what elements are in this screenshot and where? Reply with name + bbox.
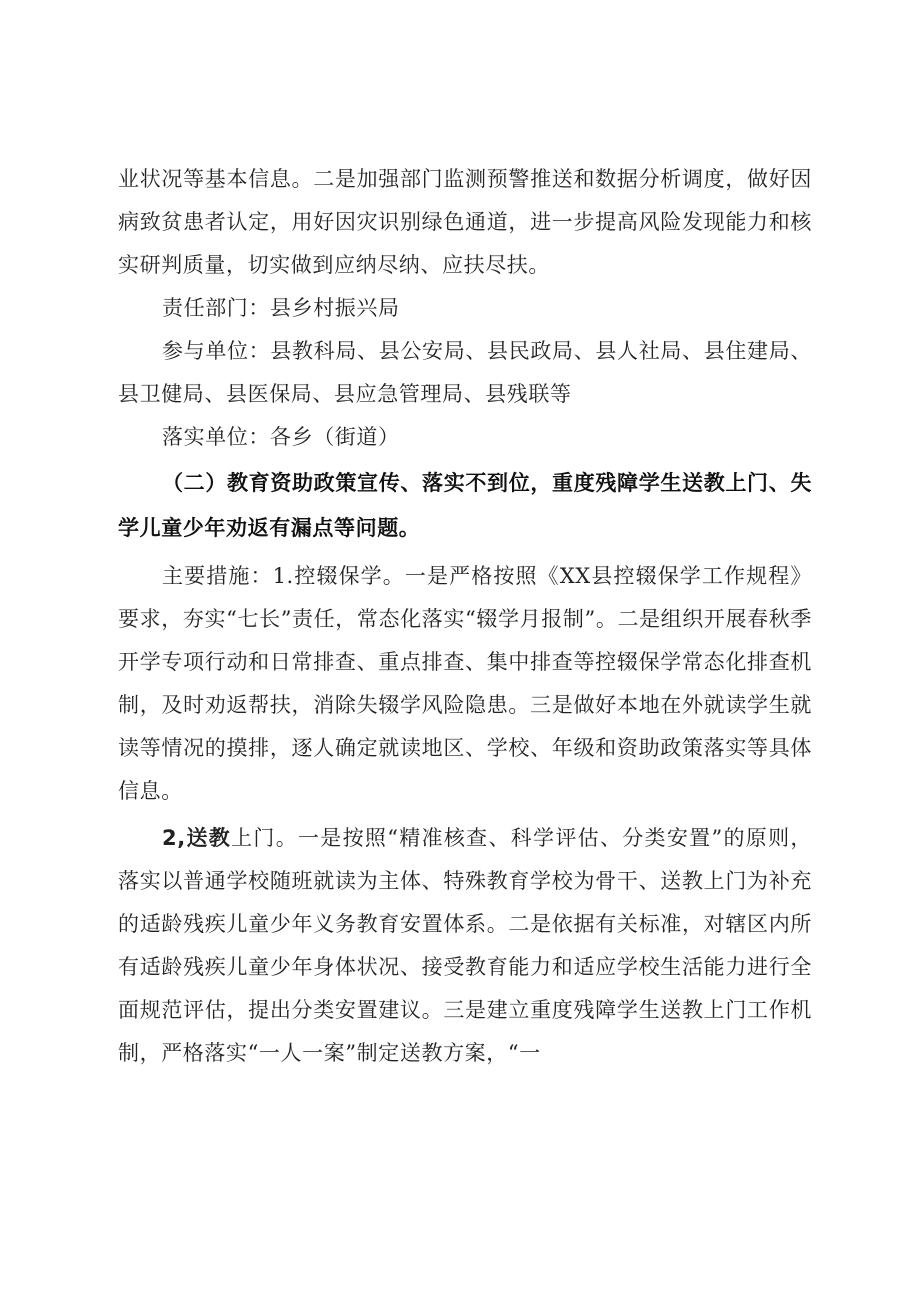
paragraph-continuation: 业状况等基本信息。二是加强部门监测预警推送和数据分析调度，做好因病致贫患者认定，用好因灾识别绿色通道，进一步提高风险发现能力和核实研判质量，切实做到应纳尽纳、应扶尽扶。	[118, 167, 812, 277]
document-page	[118, 158, 812, 1075]
main-measures-paragraph: 主要措施：1.控辍保学。一是严格按照《XX县控辍保学工作规程》要求，夯实“七长”责任，常态化落实“辍学月报制”。二是组织开展春秋季开学专项行动和日常排查、重点排查、集中排查等控辍保学常态化排查机制，及时劝返帮扶，消除失辍学风险隐患。三是做好本地在外就读学生就读等情况的摸排，逐人确定就读地区、学校、年级和资助政策落实等具体信息。	[118, 564, 812, 803]
section-heading: （二）教育资助政策宣传、落实不到位，重度残障学生送教上门、失学儿童少年劝返有漏点等问题。	[118, 471, 812, 540]
item-2-lead: 2,送教	[162, 826, 232, 850]
item-2-paragraph	[118, 817, 812, 1075]
implementing-units: 落实单位：各乡（街道）	[162, 425, 400, 449]
item-2-text: 上门。一是按照“精准核查、科学评估、分类安置”的原则，落实以普通学校随班就读为主体、特殊教育学校为骨干、送教上门为补充的适龄残疾儿童少年义务教育安置体系。二是依据有关标准，对辖区内所有适龄残疾儿童少年身体状况、接受教育能力和适应学校生活能力进行全面规范评估，提出分类安置建议。三是建立重度残障学生送教上门工作机制，严格落实“一人一案”制定送教方案，“一	[118, 826, 812, 1065]
responsible-department: 责任部门：县乡村振兴局	[162, 296, 400, 320]
participating-units: 参与单位：县教科局、县公安局、县民政局、县人社局、县住建局、县卫健局、县医保局、县应急管理局、县残联等	[118, 339, 812, 406]
